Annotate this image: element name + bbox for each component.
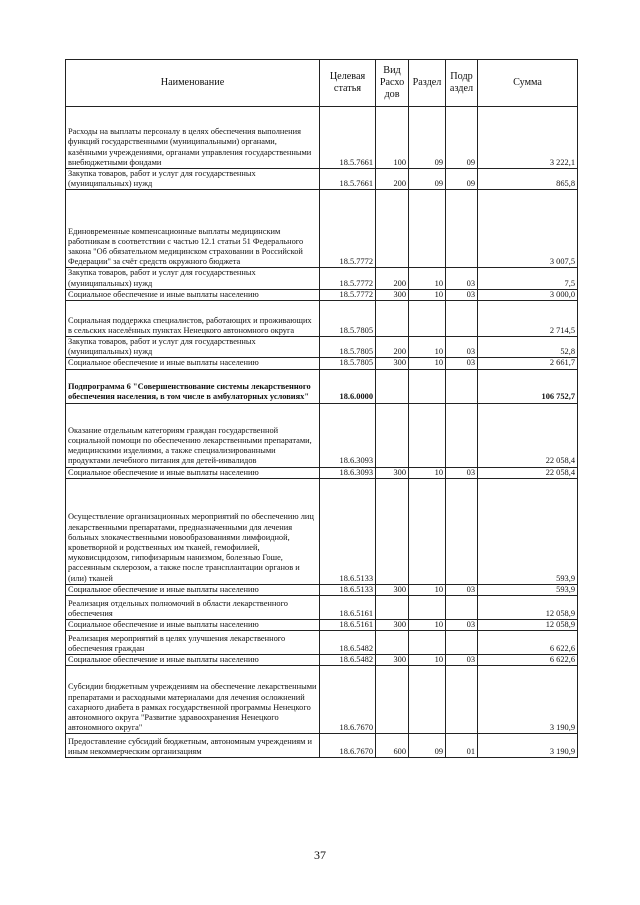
row-type-cell: 100 bbox=[376, 107, 409, 169]
row-type-cell bbox=[376, 190, 409, 268]
row-sum-cell: 106 752,7 bbox=[478, 369, 578, 403]
row-name-cell: Социальное обеспечение и иные выплаты населению bbox=[66, 358, 320, 369]
row-name-cell: Реализация мероприятий в целях улучшения лекарственного обеспечения граждан bbox=[66, 631, 320, 655]
table-body bbox=[66, 107, 578, 758]
row-name-cell: Расходы на выплаты персоналу в целях обеспечения выполнения функций государственными (муниципальными) органами, казёнными учреждениями, органами управления государственными внебюджетными фондами bbox=[66, 107, 320, 169]
row-name-cell: Социальное обеспечение и иные выплаты населению bbox=[66, 289, 320, 300]
row-section-cell bbox=[409, 631, 446, 655]
row-target-cell: 18.5.7805 bbox=[320, 358, 376, 369]
row-type-cell bbox=[376, 369, 409, 403]
row-type-cell bbox=[376, 301, 409, 337]
row-type-cell: 300 bbox=[376, 358, 409, 369]
row-sum-cell: 593,9 bbox=[478, 478, 578, 584]
row-target-cell: 18.6.3093 bbox=[320, 467, 376, 478]
row-subsection-cell: 03 bbox=[446, 358, 478, 369]
row-sum-cell: 593,9 bbox=[478, 584, 578, 595]
row-name-cell: Социальное обеспечение и иные выплаты населению bbox=[66, 584, 320, 595]
table-row bbox=[66, 655, 578, 666]
row-subsection-cell: 09 bbox=[446, 169, 478, 190]
row-type-cell: 300 bbox=[376, 584, 409, 595]
row-subsection-cell bbox=[446, 666, 478, 734]
row-section-cell: 10 bbox=[409, 467, 446, 478]
row-sum-cell: 865,8 bbox=[478, 169, 578, 190]
row-section-cell: 10 bbox=[409, 620, 446, 631]
row-name-cell: Социальное обеспечение и иные выплаты населению bbox=[66, 620, 320, 631]
row-target-cell: 18.5.7772 bbox=[320, 289, 376, 300]
row-section-cell: 10 bbox=[409, 584, 446, 595]
row-section-cell bbox=[409, 190, 446, 268]
row-name-cell: Социальное обеспечение и иные выплаты населению bbox=[66, 655, 320, 666]
row-section-cell bbox=[409, 666, 446, 734]
row-name-cell: Социальное обеспечение и иные выплаты населению bbox=[66, 467, 320, 478]
row-type-cell: 200 bbox=[376, 169, 409, 190]
row-subsection-cell bbox=[446, 596, 478, 620]
row-sum-cell: 3 190,9 bbox=[478, 734, 578, 758]
row-section-cell: 10 bbox=[409, 268, 446, 289]
row-target-cell: 18.5.7772 bbox=[320, 268, 376, 289]
row-sum-cell: 7,5 bbox=[478, 268, 578, 289]
row-section-cell: 10 bbox=[409, 337, 446, 358]
table-row bbox=[66, 337, 578, 358]
header-sum: Сумма bbox=[478, 60, 578, 107]
row-name-cell: Социальная поддержка специалистов, работающих и проживающих в сельских населённых пунктах Ненецкого автономного округа bbox=[66, 301, 320, 337]
table-row bbox=[66, 631, 578, 655]
table-row bbox=[66, 596, 578, 620]
row-sum-cell: 3 000,0 bbox=[478, 289, 578, 300]
row-type-cell: 300 bbox=[376, 289, 409, 300]
row-section-cell: 09 bbox=[409, 169, 446, 190]
row-sum-cell: 6 622,6 bbox=[478, 655, 578, 666]
table-row bbox=[66, 666, 578, 734]
row-section-cell bbox=[409, 596, 446, 620]
row-subsection-cell: 03 bbox=[446, 268, 478, 289]
row-sum-cell: 3 222,1 bbox=[478, 107, 578, 169]
budget-table bbox=[65, 59, 578, 758]
header-section: Раздел bbox=[409, 60, 446, 107]
row-target-cell: 18.5.7661 bbox=[320, 169, 376, 190]
table-row bbox=[66, 584, 578, 595]
table-row bbox=[66, 478, 578, 584]
table-row bbox=[66, 403, 578, 467]
table-row bbox=[66, 268, 578, 289]
header-subsection: Подр аздел bbox=[446, 60, 478, 107]
row-target-cell: 18.6.5133 bbox=[320, 478, 376, 584]
row-target-cell: 18.5.7805 bbox=[320, 301, 376, 337]
row-type-cell bbox=[376, 631, 409, 655]
row-type-cell: 300 bbox=[376, 620, 409, 631]
row-section-cell bbox=[409, 369, 446, 403]
header-name: Наименование bbox=[66, 60, 320, 107]
table-row bbox=[66, 734, 578, 758]
header-type: Вид Расхо дов bbox=[376, 60, 409, 107]
row-section-cell bbox=[409, 403, 446, 467]
row-target-cell: 18.6.3093 bbox=[320, 403, 376, 467]
row-target-cell: 18.5.7805 bbox=[320, 337, 376, 358]
row-name-cell: Закупка товаров, работ и услуг для государственных (муниципальных) нужд bbox=[66, 337, 320, 358]
row-name-cell: Осуществление организационных мероприятий по обеспечению лиц лекарственными препаратами, предназначенными для лечения больных злокачественными новообразованиями лимфоидной, кроветворной и родственных им тканей, гемофилией, муковисцидозом, гипофизарным нанизмом, болезнью Гоше, рассеянным склерозом, а также после трансплантации органов и (или) тканей bbox=[66, 478, 320, 584]
table-row bbox=[66, 358, 578, 369]
row-name-cell: Субсидии бюджетным учреждениям на обеспечение лекарственными препаратами и расходными материалами для лечения осложнений сахарного диабета в рамках государственной программы Ненецкого автономного округа "Развитие здравоохранения Ненецкого автономного округа" bbox=[66, 666, 320, 734]
row-target-cell: 18.6.7670 bbox=[320, 666, 376, 734]
row-subsection-cell: 03 bbox=[446, 467, 478, 478]
row-section-cell: 09 bbox=[409, 734, 446, 758]
row-type-cell bbox=[376, 478, 409, 584]
row-section-cell: 09 bbox=[409, 107, 446, 169]
row-subsection-cell: 03 bbox=[446, 289, 478, 300]
table-row bbox=[66, 467, 578, 478]
row-subsection-cell bbox=[446, 631, 478, 655]
row-subsection-cell: 03 bbox=[446, 584, 478, 595]
row-name-cell: Закупка товаров, работ и услуг для государственных (муниципальных) нужд bbox=[66, 268, 320, 289]
row-type-cell: 200 bbox=[376, 268, 409, 289]
row-sum-cell: 6 622,6 bbox=[478, 631, 578, 655]
row-sum-cell: 12 058,9 bbox=[478, 620, 578, 631]
row-type-cell bbox=[376, 596, 409, 620]
table-row bbox=[66, 620, 578, 631]
row-subsection-cell bbox=[446, 301, 478, 337]
row-section-cell: 10 bbox=[409, 289, 446, 300]
row-section-cell: 10 bbox=[409, 655, 446, 666]
row-type-cell bbox=[376, 403, 409, 467]
row-subsection-cell bbox=[446, 190, 478, 268]
page-number: 37 bbox=[314, 848, 326, 862]
table-row bbox=[66, 301, 578, 337]
row-type-cell: 300 bbox=[376, 655, 409, 666]
row-subsection-cell bbox=[446, 478, 478, 584]
row-subsection-cell bbox=[446, 369, 478, 403]
row-sum-cell: 52,8 bbox=[478, 337, 578, 358]
row-sum-cell: 22 058,4 bbox=[478, 467, 578, 478]
row-name-cell: Закупка товаров, работ и услуг для государственных (муниципальных) нужд bbox=[66, 169, 320, 190]
row-sum-cell: 2 714,5 bbox=[478, 301, 578, 337]
row-subsection-cell: 01 bbox=[446, 734, 478, 758]
table-row bbox=[66, 369, 578, 403]
table-row bbox=[66, 107, 578, 169]
row-subsection-cell: 03 bbox=[446, 655, 478, 666]
row-sum-cell: 2 661,7 bbox=[478, 358, 578, 369]
row-sum-cell: 3 190,9 bbox=[478, 666, 578, 734]
table-row bbox=[66, 169, 578, 190]
row-type-cell: 300 bbox=[376, 467, 409, 478]
row-sum-cell: 3 007,5 bbox=[478, 190, 578, 268]
row-type-cell: 600 bbox=[376, 734, 409, 758]
row-target-cell: 18.5.7661 bbox=[320, 107, 376, 169]
row-section-cell bbox=[409, 301, 446, 337]
row-subsection-cell: 09 bbox=[446, 107, 478, 169]
row-name-cell: Подпрограмма 6 "Совершенствование системы лекарственного обеспечения населения, в том числе в амбулаторных условиях" bbox=[66, 369, 320, 403]
row-sum-cell: 22 058,4 bbox=[478, 403, 578, 467]
table-row bbox=[66, 190, 578, 268]
row-section-cell: 10 bbox=[409, 358, 446, 369]
row-name-cell: Единовременные компенсационные выплаты медицинским работникам в соответствии с частью 12.1 статьи 51 Федерального закона "Об обязательном медицинском страховании в Российской Федерации" за счёт средств окружного бюджета bbox=[66, 190, 320, 268]
row-type-cell bbox=[376, 666, 409, 734]
row-name-cell: Реализация отдельных полномочий в области лекарственного обеспечения bbox=[66, 596, 320, 620]
header-target: Целевая статья bbox=[320, 60, 376, 107]
row-target-cell: 18.6.5482 bbox=[320, 655, 376, 666]
row-name-cell: Оказание отдельным категориям граждан государственной социальной помощи по обеспечению лекарственными препаратами, медицинскими изделиями, а также специализированными продуктами лечебного питания для детей-инвалидов bbox=[66, 403, 320, 467]
row-target-cell: 18.6.5161 bbox=[320, 596, 376, 620]
row-name-cell: Предоставление субсидий бюджетным, автономным учреждениям и иным некоммерческим организациям bbox=[66, 734, 320, 758]
table-row bbox=[66, 289, 578, 300]
row-target-cell: 18.6.0000 bbox=[320, 369, 376, 403]
row-sum-cell: 12 058,9 bbox=[478, 596, 578, 620]
row-subsection-cell: 03 bbox=[446, 337, 478, 358]
row-subsection-cell: 03 bbox=[446, 620, 478, 631]
row-section-cell bbox=[409, 478, 446, 584]
row-type-cell: 200 bbox=[376, 337, 409, 358]
row-target-cell: 18.6.5161 bbox=[320, 620, 376, 631]
table-header-row bbox=[66, 60, 578, 107]
row-target-cell: 18.6.5133 bbox=[320, 584, 376, 595]
row-target-cell: 18.5.7772 bbox=[320, 190, 376, 268]
row-subsection-cell bbox=[446, 403, 478, 467]
row-target-cell: 18.6.5482 bbox=[320, 631, 376, 655]
row-target-cell: 18.6.7670 bbox=[320, 734, 376, 758]
